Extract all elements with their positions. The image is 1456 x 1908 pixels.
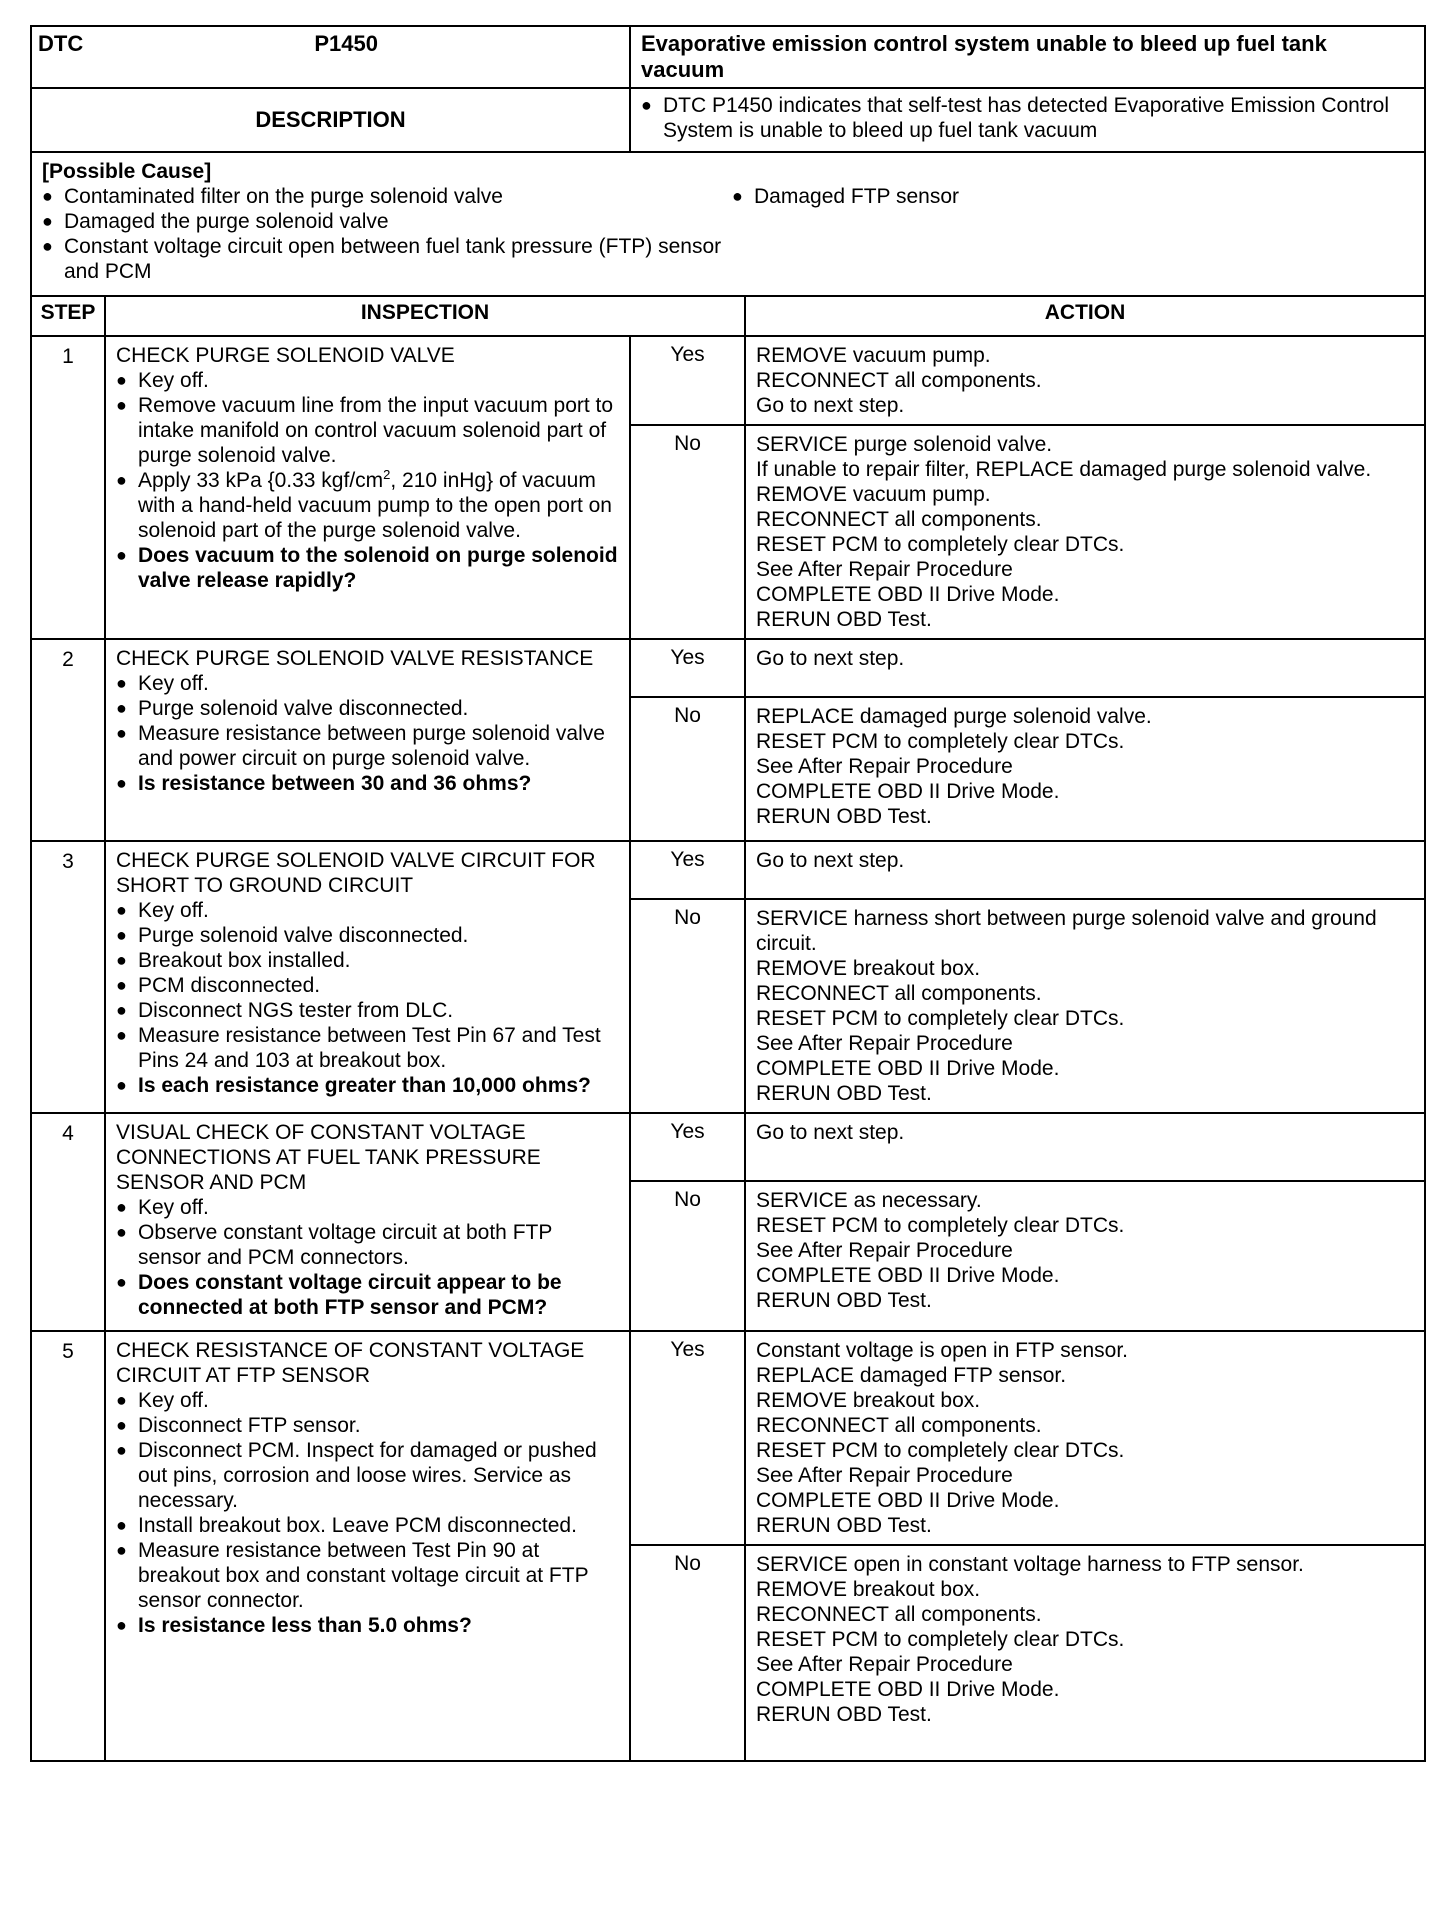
- possible-cause-item: [42, 234, 732, 284]
- action-line: RECONNECT all components.: [756, 1603, 1042, 1626]
- step-question-text: Is each resistance greater than 10,000 ohms?: [138, 1074, 591, 1097]
- dtc-label: DTC: [38, 31, 84, 56]
- action-line: REPLACE damaged purge solenoid valve.: [756, 705, 1152, 728]
- step-item: [116, 973, 619, 998]
- description-row: [31, 88, 1425, 152]
- action-line: RECONNECT all components.: [756, 1414, 1042, 1437]
- bullet-icon: ●: [116, 370, 127, 390]
- no-label: No: [630, 1545, 745, 1761]
- no-label: No: [630, 425, 745, 639]
- bullet-icon: ●: [116, 900, 127, 920]
- bullet-icon: ●: [116, 1197, 127, 1217]
- step-question-text: Does constant voltage circuit appear to be connected at both FTP sensor and PCM?: [138, 1271, 562, 1319]
- bullet-icon: ●: [116, 1000, 127, 1020]
- inspection-column-header: INSPECTION: [105, 296, 745, 336]
- step-title: CHECK RESISTANCE OF CONSTANT VOLTAGE CIRCUIT AT FTP SENSOR: [116, 1339, 585, 1387]
- step-number: 3: [31, 841, 105, 1113]
- no-label: No: [630, 1181, 745, 1331]
- action-line: COMPLETE OBD II Drive Mode.: [756, 1489, 1060, 1512]
- bullet-icon: ●: [116, 1540, 127, 1560]
- action-line: SERVICE purge solenoid valve.: [756, 433, 1053, 456]
- step-item: [116, 468, 619, 543]
- step-inspection: [105, 639, 630, 841]
- steps-body: [31, 336, 1425, 1761]
- yes-label: Yes: [630, 336, 745, 425]
- possible-cause-cell: [31, 152, 1425, 296]
- bullet-icon: ●: [116, 1390, 127, 1410]
- step-item: [116, 1513, 619, 1538]
- step-item: [116, 1195, 619, 1220]
- action-line: RESET PCM to completely clear DTCs.: [756, 533, 1125, 556]
- step-title: CHECK PURGE SOLENOID VALVE: [116, 344, 455, 367]
- action-line: See After Repair Procedure: [756, 755, 1013, 778]
- step-item-text: Measure resistance between purge solenoid valve and power circuit on purge solenoid valve.: [138, 722, 605, 770]
- step-row-yes: [31, 1113, 1425, 1181]
- action-line: RERUN OBD Test.: [756, 1514, 932, 1537]
- dtc-code: P1450: [314, 31, 378, 56]
- action-line: REMOVE vacuum pump.: [756, 344, 991, 367]
- step-number: 1: [31, 336, 105, 639]
- step-item-text: Remove vacuum line from the input vacuum port to intake manifold on control vacuum solenoid part of purge solenoid valve.: [138, 394, 614, 467]
- action-line: COMPLETE OBD II Drive Mode.: [756, 1678, 1060, 1701]
- bullet-icon: ●: [116, 1025, 127, 1045]
- no-action: [745, 425, 1425, 639]
- step-inspection: [105, 841, 630, 1113]
- possible-cause-item: [42, 184, 732, 209]
- step-item: [116, 1438, 619, 1513]
- step-item: [116, 923, 619, 948]
- yes-action: [745, 336, 1425, 425]
- yes-action: [745, 1113, 1425, 1181]
- possible-cause-item-text: Damaged the purge solenoid valve: [64, 210, 389, 233]
- step-item: [116, 1220, 619, 1270]
- bullet-icon: ●: [116, 1415, 127, 1435]
- action-line: Go to next step.: [756, 647, 905, 670]
- dtc-code-cell: [31, 26, 630, 88]
- action-line: REPLACE damaged FTP sensor.: [756, 1364, 1067, 1387]
- possible-cause-item: [42, 209, 732, 234]
- step-item: [116, 696, 619, 721]
- bullet-icon: ●: [116, 1615, 127, 1635]
- yes-action: [745, 639, 1425, 697]
- step-question: [116, 1270, 619, 1320]
- bullet-icon: ●: [116, 950, 127, 970]
- possible-cause-title: [Possible Cause]: [42, 160, 212, 183]
- step-inspection: [105, 1331, 630, 1761]
- action-line: RERUN OBD Test.: [756, 608, 932, 631]
- step-item-text: Observe constant voltage circuit at both FTP sensor and PCM connectors.: [138, 1221, 552, 1269]
- yes-action: [745, 1331, 1425, 1545]
- step-question-text: Is resistance between 30 and 36 ohms?: [138, 772, 532, 795]
- action-line: COMPLETE OBD II Drive Mode.: [756, 780, 1060, 803]
- no-action: [745, 1545, 1425, 1761]
- possible-cause-item-text: Damaged FTP sensor: [754, 185, 960, 208]
- step-inspection: [105, 336, 630, 639]
- step-item-text: Breakout box installed.: [138, 949, 351, 972]
- action-line: REMOVE vacuum pump.: [756, 483, 991, 506]
- step-item-text: PCM disconnected.: [138, 974, 321, 997]
- action-line: See After Repair Procedure: [756, 558, 1013, 581]
- step-item: [116, 1413, 619, 1438]
- step-item-text: Purge solenoid valve disconnected.: [138, 924, 469, 947]
- action-line: REMOVE breakout box.: [756, 1578, 981, 1601]
- step-title: VISUAL CHECK OF CONSTANT VOLTAGE CONNECTIONS AT FUEL TANK PRESSURE SENSOR AND PCM: [116, 1121, 541, 1194]
- step-item: [116, 898, 619, 923]
- yes-action: [745, 841, 1425, 899]
- bullet-icon: ●: [116, 673, 127, 693]
- action-line: RESET PCM to completely clear DTCs.: [756, 1214, 1125, 1237]
- step-row-yes: [31, 639, 1425, 697]
- step-item-text: Key off.: [138, 1389, 209, 1412]
- action-line: See After Repair Procedure: [756, 1032, 1013, 1055]
- step-item-text: Disconnect NGS tester from DLC.: [138, 999, 454, 1022]
- no-action: [745, 697, 1425, 841]
- bullet-icon: ●: [116, 925, 127, 945]
- action-line: SERVICE open in constant voltage harness to FTP sensor.: [756, 1553, 1304, 1576]
- action-line: Constant voltage is open in FTP sensor.: [756, 1339, 1128, 1362]
- possible-cause-row: [31, 152, 1425, 296]
- apply-text-post: , 210 inHg} of vacuum with a hand-held vacuum pump to the open port on solenoid part of the purge solenoid valve.: [138, 469, 612, 542]
- step-inspection: [105, 1113, 630, 1331]
- action-line: See After Repair Procedure: [756, 1653, 1013, 1676]
- header-row: [31, 26, 1425, 88]
- action-line: SERVICE harness short between purge solenoid valve and ground circuit.: [756, 907, 1377, 955]
- action-line: If unable to repair filter, REPLACE damaged purge solenoid valve.: [756, 458, 1372, 481]
- action-line: RECONNECT all components.: [756, 369, 1042, 392]
- apply-text-sup: 2: [383, 467, 391, 482]
- no-action: [745, 1181, 1425, 1331]
- action-line: Go to next step.: [756, 1121, 905, 1144]
- description-label: DESCRIPTION: [31, 88, 630, 152]
- bullet-icon: ●: [116, 723, 127, 743]
- step-item-text: Key off.: [138, 672, 209, 695]
- bullet-icon: ●: [116, 773, 127, 793]
- step-question-text: Does vacuum to the solenoid on purge solenoid valve release rapidly?: [138, 544, 618, 592]
- no-label: No: [630, 899, 745, 1113]
- action-line: REMOVE breakout box.: [756, 957, 981, 980]
- action-line: RERUN OBD Test.: [756, 1082, 932, 1105]
- action-line: REMOVE breakout box.: [756, 1389, 981, 1412]
- step-question: [116, 771, 619, 796]
- step-row-yes: [31, 841, 1425, 899]
- bullet-icon: ●: [42, 236, 53, 256]
- action-line: RESET PCM to completely clear DTCs.: [756, 1439, 1125, 1462]
- yes-label: Yes: [630, 639, 745, 697]
- action-line: RERUN OBD Test.: [756, 805, 932, 828]
- description-text: DTC P1450 indicates that self-test has detected Evaporative Emission Control System is unable to bleed up fuel tank vacuum: [663, 94, 1390, 142]
- action-line: Go to next step.: [756, 849, 905, 872]
- step-item: [116, 1023, 619, 1073]
- step-item-text: Disconnect PCM. Inspect for damaged or pushed out pins, corrosion and loose wires. Service as necessary.: [138, 1439, 597, 1512]
- step-question: [116, 1613, 619, 1638]
- step-item: [116, 393, 619, 468]
- action-line: RESET PCM to completely clear DTCs.: [756, 1628, 1125, 1651]
- step-title: CHECK PURGE SOLENOID VALVE RESISTANCE: [116, 647, 594, 670]
- dtc-table: [30, 25, 1426, 1762]
- bullet-icon: ●: [42, 186, 53, 206]
- step-column-header: STEP: [31, 296, 105, 336]
- action-line: COMPLETE OBD II Drive Mode.: [756, 1264, 1060, 1287]
- yes-label: Yes: [630, 841, 745, 899]
- action-column-header: ACTION: [745, 296, 1425, 336]
- bullet-icon: ●: [732, 186, 743, 206]
- step-item-text: Key off.: [138, 899, 209, 922]
- bullet-icon: ●: [116, 975, 127, 995]
- step-item-text: Purge solenoid valve disconnected.: [138, 697, 469, 720]
- bullet-icon: ●: [116, 1440, 127, 1460]
- no-label: No: [630, 697, 745, 841]
- action-line: COMPLETE OBD II Drive Mode.: [756, 583, 1060, 606]
- step-item-text: Disconnect FTP sensor.: [138, 1414, 361, 1437]
- step-item-text: Key off.: [138, 1196, 209, 1219]
- step-question: [116, 1073, 619, 1098]
- step-row-yes: [31, 336, 1425, 425]
- step-number: 4: [31, 1113, 105, 1331]
- action-line: RECONNECT all components.: [756, 982, 1042, 1005]
- possible-cause-item-text: Constant voltage circuit open between fuel tank pressure (FTP) sensor and PCM: [64, 235, 722, 283]
- step-number: 2: [31, 639, 105, 841]
- action-line: RESET PCM to completely clear DTCs.: [756, 730, 1125, 753]
- action-line: RERUN OBD Test.: [756, 1703, 932, 1726]
- apply-text-pre: Apply 33 kPa {0.33 kgf/cm: [138, 469, 384, 492]
- action-line: RERUN OBD Test.: [756, 1289, 932, 1312]
- step-item: [116, 998, 619, 1023]
- action-line: See After Repair Procedure: [756, 1464, 1013, 1487]
- action-line: SERVICE as necessary.: [756, 1189, 982, 1212]
- action-line: RESET PCM to completely clear DTCs.: [756, 1007, 1125, 1030]
- dtc-title: Evaporative emission control system unable to bleed up fuel tank vacuum: [630, 26, 1425, 88]
- bullet-icon: ●: [42, 211, 53, 231]
- step-row-yes: [31, 1331, 1425, 1545]
- step-question: [116, 543, 619, 593]
- possible-cause-left-list: [42, 184, 732, 284]
- bullet-icon: ●: [116, 395, 127, 415]
- bullet-icon: ●: [116, 698, 127, 718]
- bullet-icon: ●: [116, 545, 127, 565]
- step-item: [116, 1388, 619, 1413]
- action-line: COMPLETE OBD II Drive Mode.: [756, 1057, 1060, 1080]
- action-line: Go to next step.: [756, 394, 905, 417]
- bullet-icon: ●: [116, 1515, 127, 1535]
- yes-label: Yes: [630, 1113, 745, 1181]
- bullet-icon: ●: [116, 1272, 127, 1292]
- possible-cause-item-text: Contaminated filter on the purge solenoid valve: [64, 185, 503, 208]
- possible-cause-item: [732, 184, 1414, 209]
- possible-cause-right-list: [732, 184, 1414, 284]
- bullet-icon: ●: [116, 1075, 127, 1095]
- dtc-document: [30, 25, 1424, 1762]
- step-item-text: [138, 468, 619, 543]
- step-item: [116, 721, 619, 771]
- action-line: See After Repair Procedure: [756, 1239, 1013, 1262]
- step-item: [116, 948, 619, 973]
- bullet-icon: ●: [641, 95, 652, 115]
- step-item: [116, 1538, 619, 1613]
- action-line: RECONNECT all components.: [756, 508, 1042, 531]
- description-cell: [630, 88, 1425, 152]
- column-header-row: [31, 296, 1425, 336]
- step-item-text: Measure resistance between Test Pin 90 at breakout box and constant voltage circuit at FTP sensor connector.: [138, 1539, 589, 1612]
- no-action: [745, 899, 1425, 1113]
- step-title: CHECK PURGE SOLENOID VALVE CIRCUIT FOR SHORT TO GROUND CIRCUIT: [116, 849, 596, 897]
- step-question-text: Is resistance less than 5.0 ohms?: [138, 1614, 472, 1637]
- bullet-icon: ●: [116, 470, 127, 490]
- bullet-icon: ●: [116, 1222, 127, 1242]
- step-item: [116, 368, 619, 393]
- step-number: 5: [31, 1331, 105, 1761]
- step-item-text: Install breakout box. Leave PCM disconnected.: [138, 1514, 577, 1537]
- step-item-text: Key off.: [138, 369, 209, 392]
- step-item-text: Measure resistance between Test Pin 67 and Test Pins 24 and 103 at breakout box.: [138, 1024, 601, 1072]
- step-item: [116, 671, 619, 696]
- yes-label: Yes: [630, 1331, 745, 1545]
